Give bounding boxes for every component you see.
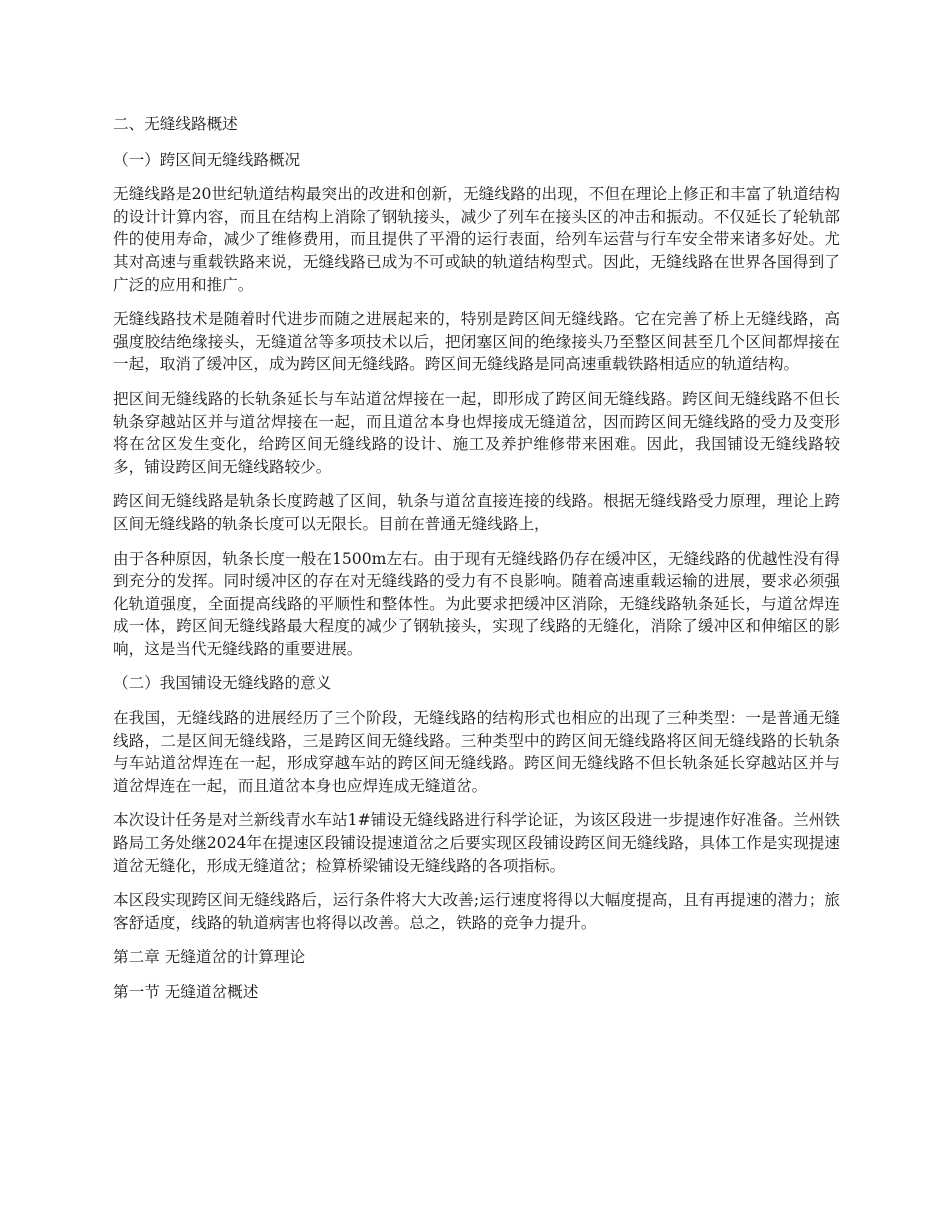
paragraph-1: 无缝线路是20世纪轨道结构最突出的改进和创新，无缝线路的出现，不但在理论上修正和丰富了轨道结构的设计计算内容，而且在结构上消除了钢轨接头，减少了列车在接头区的冲击和振动。不仅延长了轮轨部件的使用寿命，减少了维修费用，而且提供了平滑的运行表面，给列车运营与行车安全带来诸多好处。尤其对高速与重载铁路来说，无缝线路已成为不可或缺的轨道结构型式。因此，无缝线路在世界各国得到了广泛的应用和推广。 bbox=[113, 185, 840, 294]
document-body bbox=[113, 113, 840, 1004]
paragraph-7: 本次设计任务是对兰新线青水车站1#铺设无缝线路进行科学论证，为该区段进一步提速作好准备。兰州铁路局工务处继2024年在提速区段铺设提速道岔之后要实现区段铺设跨区间无缝线路，具体工作是实现提速道岔无缝化，形成无缝道岔；检算桥梁铺设无缝线路的各项指标。 bbox=[113, 811, 840, 875]
section-1-heading: 第一节 无缝道岔概述 bbox=[113, 983, 259, 1001]
subsection-heading-2: （二）我国铺设无缝线路的意义 bbox=[113, 674, 332, 693]
paragraph-2: 无缝线路技术是随着时代进步而随之进展起来的，特别是跨区间无缝线路。它在完善了桥上无缝线路，高强度胶结绝缘接头，无缝道岔等多项技术以后，把闭塞区间的绝缘接头乃至整区间甚至几个区间都焊接在一起，取消了缓冲区，成为跨区间无缝线路。跨区间无缝线路是同高速重载铁路相适应的轨道结构。 bbox=[113, 310, 840, 374]
section-heading: 二、无缝线路概述 bbox=[113, 115, 238, 133]
paragraph-5: 由于各种原因，轨条长度一般在1500m左右。由于现有无缝线路仍存在缓冲区，无缝线路的优越性没有得到充分的发挥。同时缓冲区的存在对无缝线路的受力有不良影响。随着高速重载运输的进展，要求必须强化轨道强度，全面提高线路的平顺性和整体性。为此要求把缓冲区消除，无缝线路轨条延长，与道岔焊连成一体，跨区间无缝线路最大程度的减少了钢轨接头，实现了线路的无缝化，消除了缓冲区和伸缩区的影响，这是当代无缝线路的重要进展。 bbox=[113, 549, 840, 658]
paragraph-4: 跨区间无缝线路是轨条长度跨越了区间，轨条与道岔直接连接的线路。根据无缝线路受力原理，理论上跨区间无缝线路的轨条长度可以无限长。目前在普通无缝线路上， bbox=[113, 492, 840, 533]
subsection-heading-1: （一）跨区间无缝线路概况 bbox=[113, 150, 301, 169]
paragraph-3: 把区间无缝线路的长轨条延长与车站道岔焊接在一起，即形成了跨区间无缝线路。跨区间无缝线路不但长轨条穿越站区并与道岔焊接在一起，而且道岔本身也焊接成无缝道岔，因而跨区间无缝线路的受力及变形将在岔区发生变化，给跨区间无缝线路的设计、施工及养护维修带来困难。因此，我国铺设无缝线路较多，铺设跨区间无缝线路较少。 bbox=[113, 389, 840, 476]
paragraph-8: 本区段实现跨区间无缝线路后，运行条件将大大改善;运行速度将得以大幅度提高，且有再提速的潜力；旅客舒适度，线路的轨道病害也将得以改善。总之，铁路的竞争力提升。 bbox=[113, 891, 840, 932]
paragraph-6: 在我国，无缝线路的进展经历了三个阶段，无缝线路的结构形式也相应的出现了三种类型：一是普通无缝线路，二是区间无缝线路，三是跨区间无缝线路。三种类型中的跨区间无缝线路将区间无缝线路的长轨条与车站道岔焊连在一起，形成穿越车站的跨区间无缝线路。跨区间无缝线路不但长轨条延长穿越站区并与道岔焊连在一起，而且道岔本身也应焊连成无缝道岔。 bbox=[113, 709, 840, 795]
chapter-heading: 第二章 无缝道岔的计算理论 bbox=[113, 948, 306, 967]
